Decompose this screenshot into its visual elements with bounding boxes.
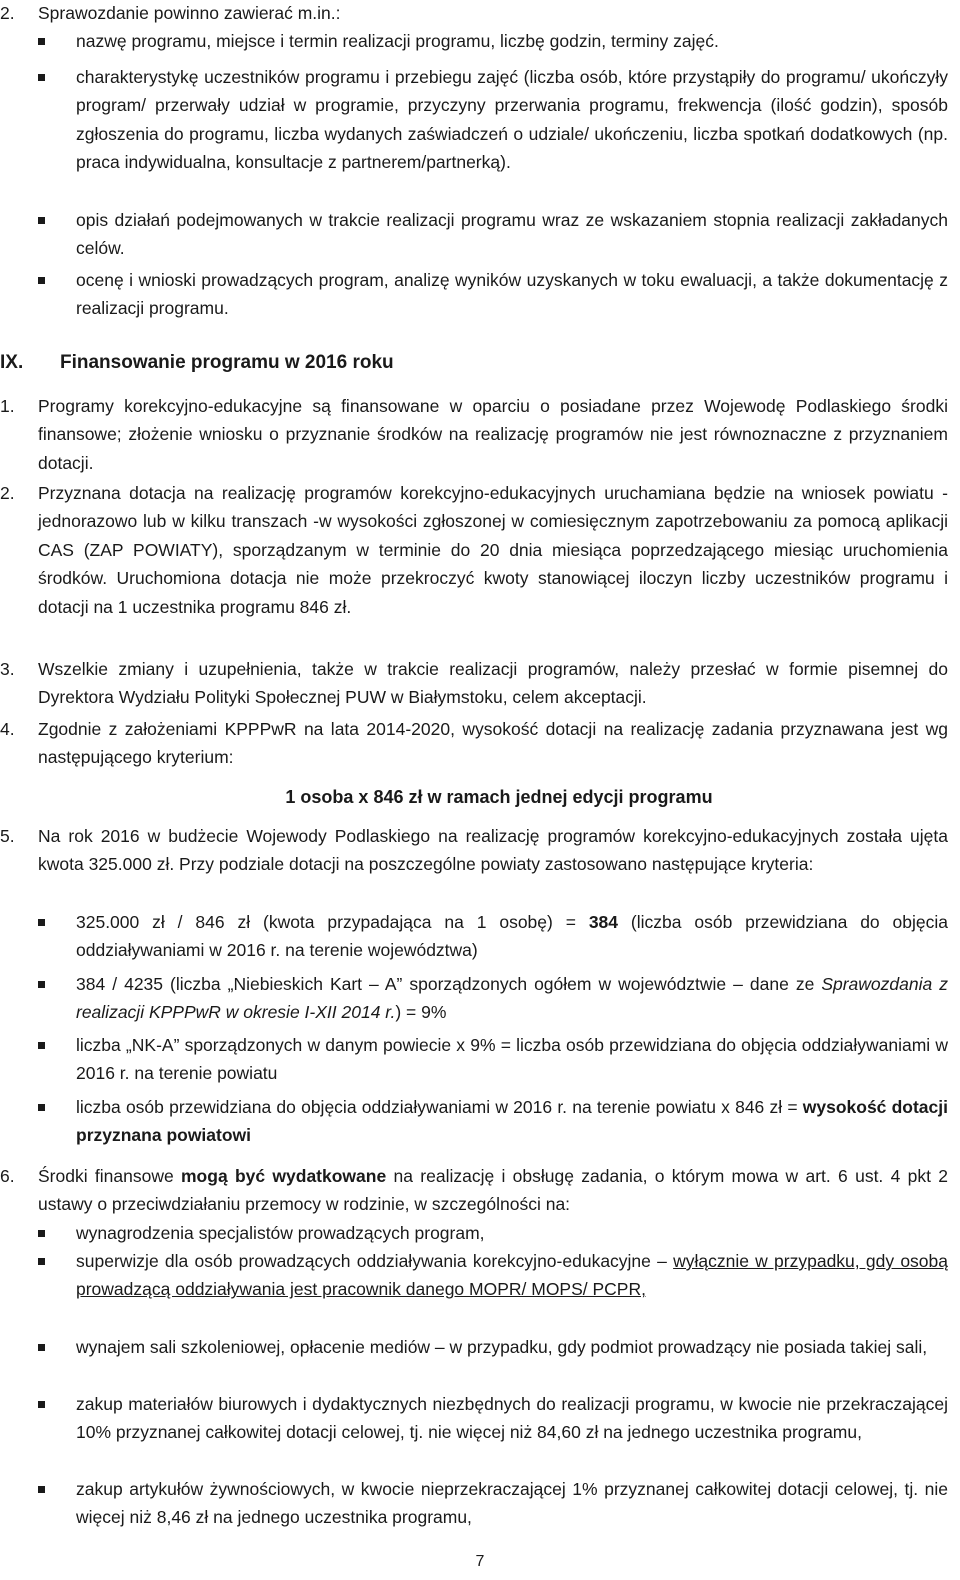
list-item-5 [0,822,948,879]
bullet-square-icon [38,277,45,284]
section-number: IX. [0,352,24,373]
item-text: Wszelkie zmiany i uzupełnienia, także w trakcie realizacji programów, należy przesłać w formie pisemnej do Dyrektora Wydziału Polityki Społecznej PUW w Białymstoku, celem akceptacji. [38,659,948,708]
bullet-square-icon [38,1344,45,1351]
bullet-square-icon [38,1258,45,1265]
bullet-item [38,1247,948,1304]
bullet-square-icon [38,1104,45,1111]
bullet-text: opis działań podejmowanych w trakcie realizacji programu wraz ze wskazaniem stopnia realizacji zakładanych celów. [76,210,948,259]
item-number: 3. [0,659,15,679]
bullet-text: liczba osób przewidziana do objęcia oddziaływaniami w 2016 r. na terenie powiatu x 846 zł = wysokość dotacji przyznana powiatowi [76,1097,949,1146]
item-text: Na rok 2016 w budżecie Wojewody Podlaskiego na realizację programów korekcyjno-edukacyjnych została ujęta kwota 325.000 zł. Przy podziale dotacji na poszczególne powiaty zastosowano następujące kryteria: [38,826,948,875]
item-text: Zgodnie z założeniami KPPPwR na lata 2014-2020, wysokość dotacji na realizację zadania przyznawana jest wg następującego kryterium: [38,719,948,768]
bullet-square-icon [38,217,45,224]
bullet-text: wynajem sali szkoleniowej, opłacenie mediów – w przypadku, gdy podmiot prowadzący nie posiada takiej sali, [76,1337,928,1357]
item-number: 4. [0,719,15,739]
bullet-item [38,63,948,177]
bullet-text: zakup artykułów żywnościowych, w kwocie nieprzekraczającej 1% przyznanej całkowitej dotacji celowej, tj. nie więcej niż 8,46 zł na jednego uczestnika programu, [76,1479,948,1528]
bullet-item [38,1031,948,1088]
bullet-text: nazwę programu, miejsce i termin realizacji programu, liczbę godzin, terminy zajęć. [76,31,719,51]
bullet-square-icon [38,1042,45,1049]
criterion-line: 1 osoba x 846 zł w ramach jednej edycji programu [285,787,713,807]
bullet-item [38,27,948,55]
page-number: 7 [475,1553,485,1570]
bullet-item [38,1390,948,1447]
item-text: Sprawozdanie powinno zawierać m.in.: [38,3,341,23]
bullet-square-icon [38,1401,45,1408]
item-text: Środki finansowe mogą być wydatkowane na realizację i obsługę zadania, o którym mowa w art. 6 ust. 4 pkt 2 ustawy o przeciwdziałaniu przemocy w rodzinie, w szczególności na: [38,1166,948,1215]
bullet-item [38,1219,948,1247]
bullet-item [38,1475,948,1532]
bullet-text: 325.000 zł / 846 zł (kwota przypadająca na 1 osobę) = 384 (liczba osób przewidziana do objęcia oddziaływaniami w 2016 r. na terenie województwa) [76,912,949,961]
item-number: 2. [0,483,15,503]
item-number: 6. [0,1166,15,1186]
item-text: Programy korekcyjno-edukacyjne są finansowane w oparciu o posiadane przez Wojewodę Podlaskiego środki finansowe; złożenie wniosku o przyznanie środków na realizację programów nie jest równoznaczne z przyznaniem dotacji. [38,396,948,473]
section-title: Finansowanie programu w 2016 roku [60,352,394,373]
bullet-square-icon [38,38,45,45]
bullet-text: zakup materiałów biurowych i dydaktycznych niezbędnych do realizacji programu, w kwocie nie przekraczającej 10% przyznanej całkowitej dotacji celowej, tj. nie więcej niż 84,60 zł na jednego uczestnika programu, [76,1394,948,1443]
bullet-item [38,206,948,263]
bullet-text: 384 / 4235 (liczba „Niebieskich Kart – A” sporządzonych ogółem w województwie – dane ze Sprawozdania z realizacji KPPPwR w okresie I-XII 2014 r.) = 9% [76,974,948,1023]
bullet-item [38,908,948,965]
bullet-text: liczba „NK-A” sporządzonych w danym powiecie x 9% = liczba osób przewidziana do objęcia oddziaływaniami w 2016 r. na terenie powiatu [76,1035,948,1084]
bullet-item [38,970,948,1027]
bullet-square-icon [38,1230,45,1237]
bullet-square-icon [38,919,45,926]
bullet-item [38,266,948,323]
item-number: 1. [0,396,15,416]
list-item-3 [0,655,948,712]
bullet-text: superwizje dla osób prowadzących oddziaływania korekcyjno-edukacyjne – wyłącznie w przypadku, gdy osobą prowadzącą oddziaływania jest pracownik danego MOPR/ MOPS/ PCPR, [76,1251,948,1300]
item-number: 5. [0,826,15,846]
bullet-text: charakterystykę uczestników programu i przebiegu zajęć (liczba osób, które przystąpiły do programu/ ukończyły program/ przerwały udział w programie, przyczyny przerwania programu, frekwencja (ilość godzin), sposób zgłoszenia do programu, liczba wydanych zaświadczeń o udziale/ ukończeniu, liczba spotkań dodatkowych (np. praca indywidualna, konsultacje z partnerem/partnerką). [76,67,948,173]
list-item-4 [0,715,948,772]
bullet-square-icon [38,74,45,81]
list-item-1 [0,392,948,477]
bullet-text: ocenę i wnioski prowadzących program, analizę wyników uzyskanych w toku ewaluacji, a także dokumentację z realizacji programu. [76,270,948,319]
bullet-item [38,1333,948,1361]
list-item-6 [0,1162,948,1219]
bullet-square-icon [38,981,45,988]
list-item-2-financing [0,479,948,621]
list-item-2 [0,0,948,27]
bullet-item [38,1093,948,1150]
bullet-square-icon [38,1486,45,1493]
item-text: Przyznana dotacja na realizację programów korekcyjno-edukacyjnych uruchamiana będzie na wniosek powiatu -jednorazowo lub w kilku transzach -w wysokości zgłoszonej w comiesięcznym zapotrzebowaniu za pomocą aplikacji CAS (ZAP POWIATY), sporządzanym w terminie do 20 dnia miesiąca poprzedzającego miesiąc uruchomienia środków. Uruchomiona dotacja nie może przekroczyć kwoty stanowiącej iloczyn liczby uczestników programu i dotacji na 1 uczestnika programu 846 zł. [38,483,948,617]
bullet-text: wynagrodzenia specjalistów prowadzących program, [76,1223,485,1243]
item-number: 2. [0,3,15,23]
section-heading [0,349,394,377]
